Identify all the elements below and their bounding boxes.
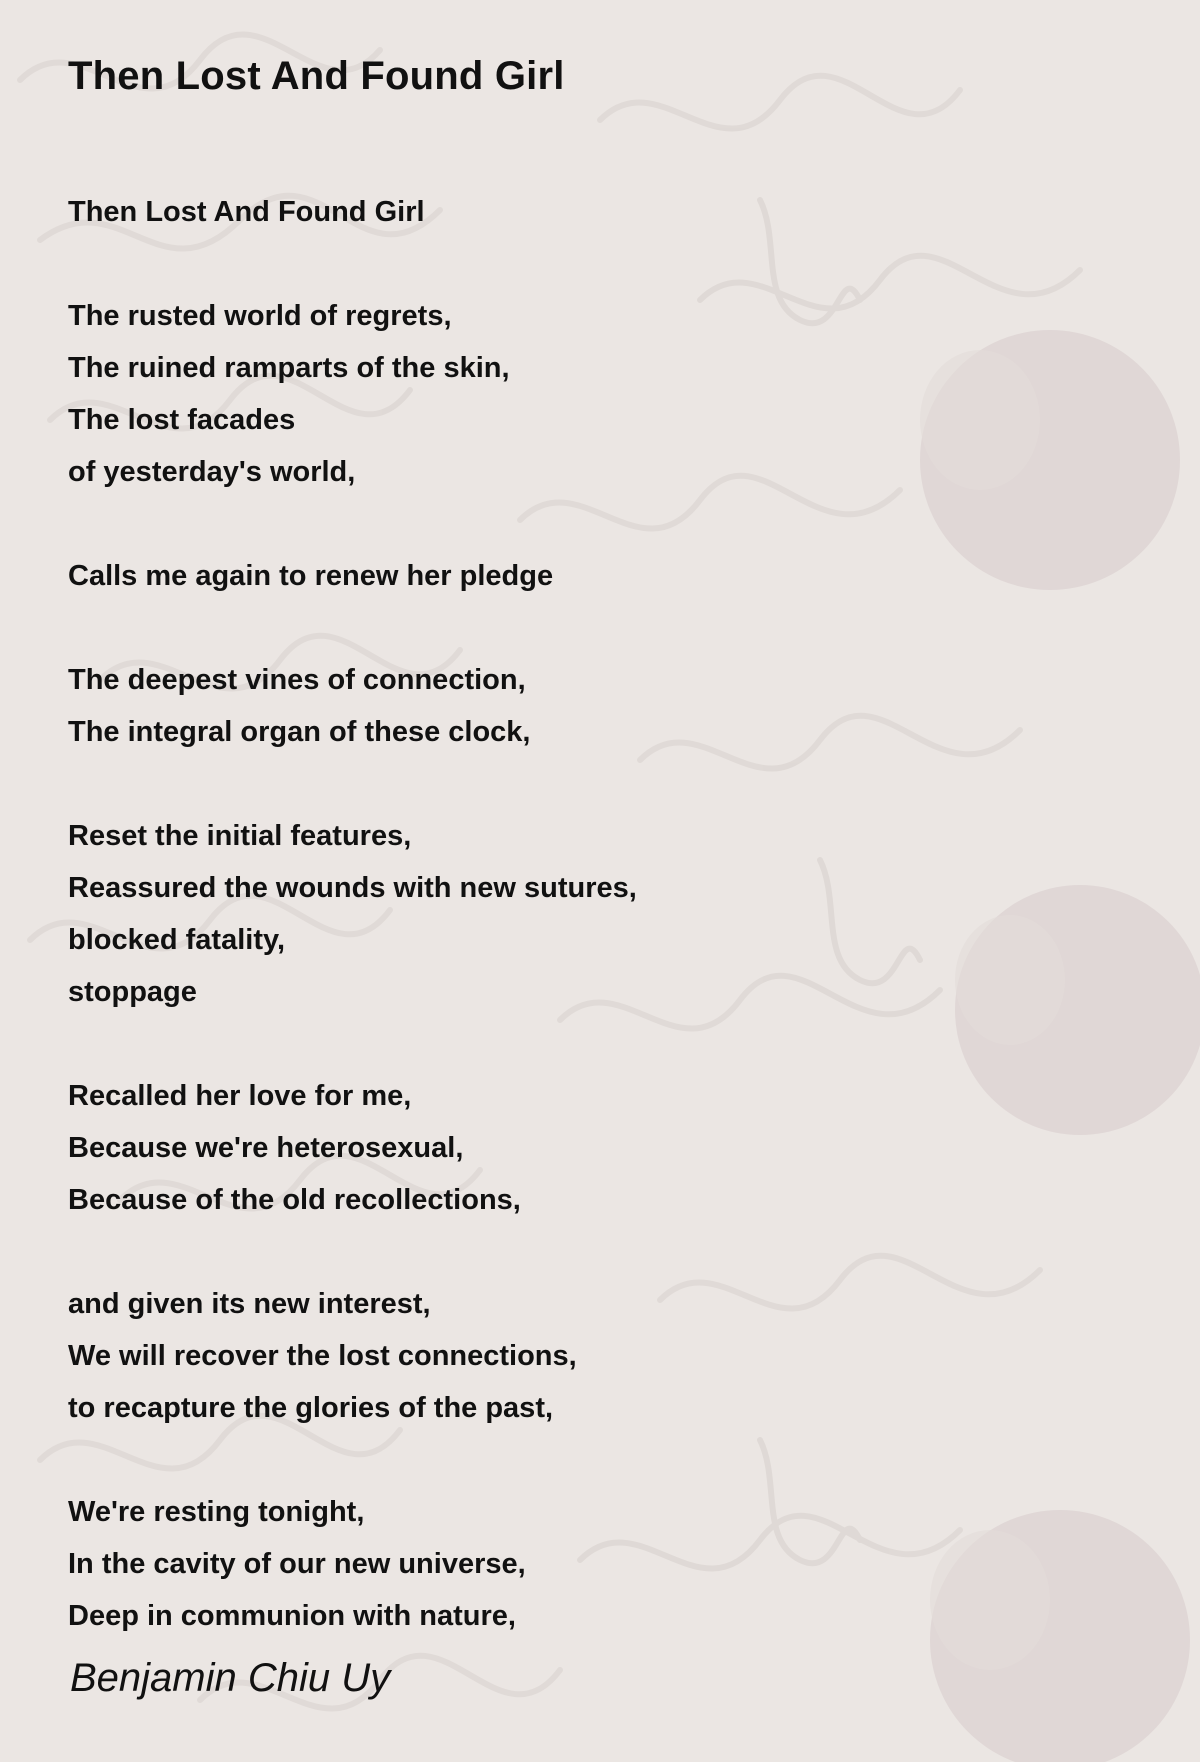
poem-line: and given its new interest, [68, 1288, 431, 1320]
stanza-gap [68, 498, 1148, 550]
poem-line: Calls me again to renew her pledge [68, 560, 554, 592]
poem-line: Because of the old recollections, [68, 1184, 521, 1216]
poem-line: Because we're heterosexual, [68, 1132, 464, 1164]
poem-line: The rusted world of regrets, [68, 300, 452, 332]
stanza-gap [68, 238, 1148, 290]
stanza-3 [68, 654, 1148, 758]
poem-author: Benjamin Chiu Uy [70, 1656, 391, 1700]
stanza-5 [68, 1070, 1148, 1226]
stanza-gap [68, 758, 1148, 810]
poem-container [68, 46, 1148, 1642]
poem-line: In the cavity of our new universe, [68, 1548, 526, 1580]
stanza-1 [68, 290, 1148, 498]
poem-line: Reset the initial features, [68, 820, 412, 852]
stanza-gap [68, 602, 1148, 654]
stanza-2 [68, 550, 1148, 602]
poem-line: We're resting tonight, [68, 1496, 365, 1528]
stanza-6 [68, 1278, 1148, 1434]
stanza-gap [68, 1434, 1148, 1486]
poem-line: We will recover the lost connections, [68, 1340, 577, 1372]
stanza-4 [68, 810, 1148, 1018]
poem-line: stoppage [68, 976, 197, 1008]
poem-subtitle: Then Lost And Found Girl [68, 196, 425, 228]
poem-line: Reassured the wounds with new sutures, [68, 872, 637, 904]
poem-line: of yesterday's world, [68, 456, 356, 488]
poem-line: to recapture the glories of the past, [68, 1392, 554, 1424]
poem-line: Recalled her love for me, [68, 1080, 412, 1112]
stanza-gap [68, 1226, 1148, 1278]
stanza-gap [68, 1018, 1148, 1070]
poem-line: Deep in communion with nature, [68, 1600, 516, 1632]
poem-line: The integral organ of these clock, [68, 716, 531, 748]
poem-line: blocked fatality, [68, 924, 286, 956]
page-title: Then Lost And Found Girl [68, 54, 565, 98]
poem-line: The ruined ramparts of the skin, [68, 352, 510, 384]
stanza-7 [68, 1486, 1148, 1642]
poem-line: The lost facades [68, 404, 296, 436]
poem-body [68, 186, 1148, 1642]
poem-line: The deepest vines of connection, [68, 664, 526, 696]
